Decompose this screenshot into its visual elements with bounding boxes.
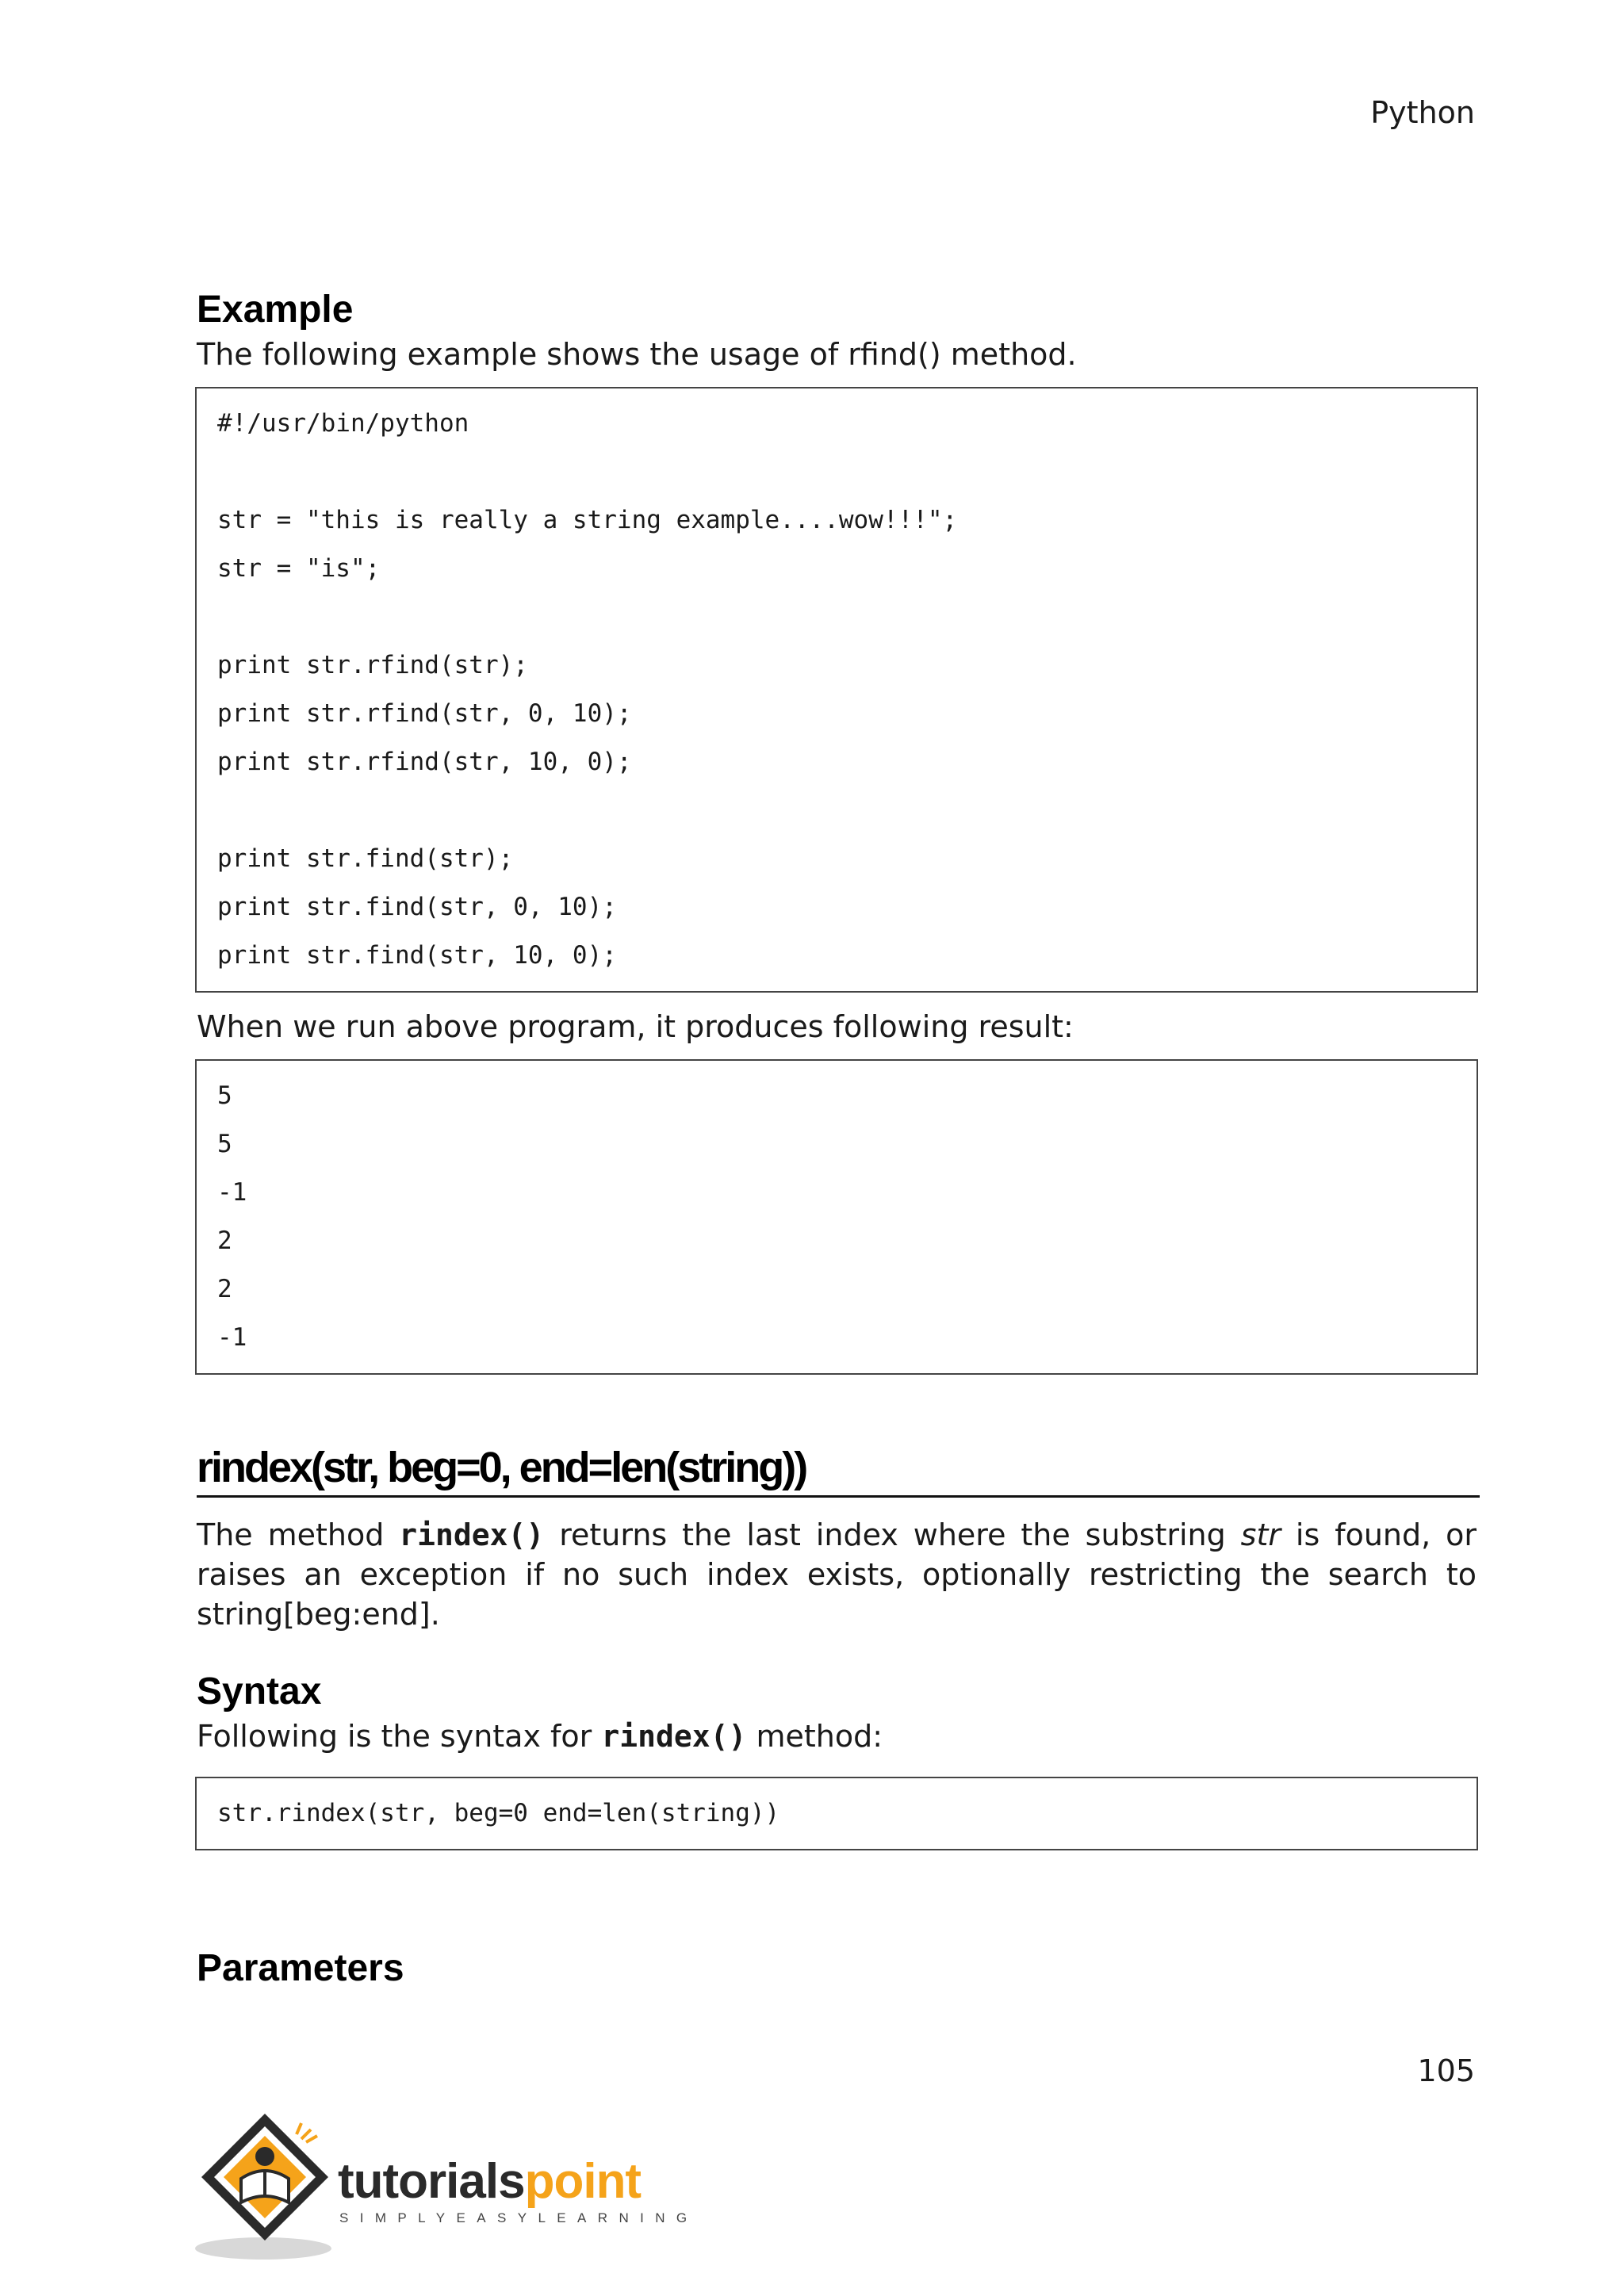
logo-wordmark: tutorialspoint	[338, 2154, 642, 2209]
code-line: #!/usr/bin/python	[217, 409, 469, 438]
result-intro: When we run above program, it produces following result:	[197, 1009, 1074, 1044]
code-line: print str.rfind(str);	[217, 651, 528, 679]
output-code-block	[195, 1059, 1478, 1375]
output-line: 5	[217, 1081, 232, 1110]
rindex-description	[197, 1515, 1477, 1634]
desc-text: is found, or raises an exception if no such index exists, optionally restricting the search to string[beg:end].	[197, 1517, 1477, 1632]
code-line: str = "is";	[217, 554, 381, 583]
output-line: 2	[217, 1275, 232, 1303]
syntax-code-block	[195, 1777, 1478, 1850]
code-line: print str.find(str, 10, 0);	[217, 941, 617, 970]
code-line: print str.find(str);	[217, 844, 514, 873]
output-line: 5	[217, 1130, 232, 1158]
code-line	[217, 786, 1456, 835]
code-line	[217, 448, 1456, 496]
parameters-heading: Parameters	[197, 1947, 404, 1989]
output-line: -1	[217, 1178, 247, 1207]
code-line: print str.rfind(str, 0, 10);	[217, 699, 632, 728]
syntax-text: method:	[746, 1719, 883, 1754]
code-line: print str.rfind(str, 10, 0);	[217, 748, 632, 776]
syntax-intro	[197, 1716, 1477, 1756]
syntax-text: Following is the syntax for	[197, 1719, 602, 1754]
tutorialspoint-logo	[193, 2107, 699, 2266]
page-number: 105	[1417, 2053, 1475, 2088]
desc-text: returns the last index where the substring	[544, 1517, 1241, 1552]
code-line: str = "this is really a string example....wow!!!";	[217, 506, 958, 534]
desc-method: rindex()	[399, 1517, 545, 1552]
syntax-method: rindex()	[601, 1719, 747, 1754]
desc-text: The method	[197, 1517, 400, 1552]
page-content	[197, 285, 1477, 1993]
example-heading: Example	[197, 289, 354, 331]
output-line: 2	[217, 1226, 232, 1255]
rindex-section-title: rindex(str, beg=0, end=len(string))	[197, 1443, 1480, 1498]
syntax-heading: Syntax	[197, 1670, 322, 1712]
example-code-block	[195, 387, 1478, 993]
example-intro: The following example shows the usage of rfind() method.	[197, 337, 1077, 372]
logo-tagline: SIMPLYEASYLEARNING	[339, 2210, 699, 2225]
output-line: -1	[217, 1323, 247, 1352]
running-header: Python	[1370, 95, 1475, 130]
desc-str: str	[1240, 1517, 1281, 1552]
syntax-code-line: str.rindex(str, beg=0 end=len(string))	[217, 1799, 780, 1827]
code-line: print str.find(str, 0, 10);	[217, 893, 617, 921]
code-line	[217, 593, 1456, 641]
